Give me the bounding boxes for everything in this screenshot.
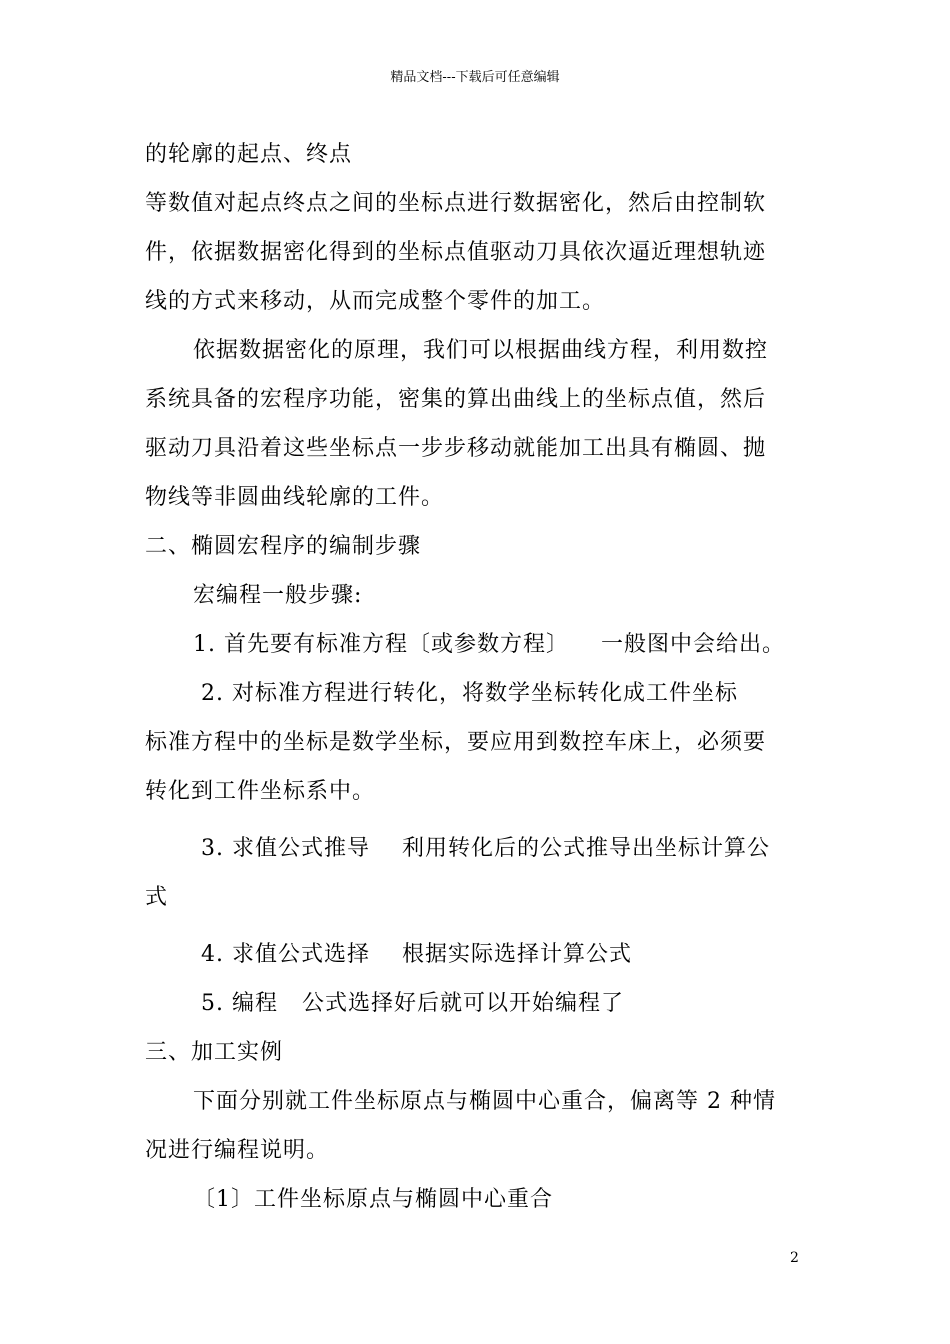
body-line: 物线等非圆曲线轮廓的工件。 <box>145 485 445 510</box>
body-line: 等数值对起点终点之间的坐标点进行数据密化，然后由控制软 <box>145 191 767 216</box>
page-header: 精品文档---下载后可任意编辑 <box>390 70 560 85</box>
body-line: 下面分别就工件坐标原点与椭圆中心重合，偏离等 2 种情 <box>193 1089 776 1114</box>
list-item: 2. 对标准方程进行转化，将数学坐标转化成工件坐标 <box>193 681 738 706</box>
body-line: 件，依据数据密化得到的坐标点值驱动刀具依次逼近理想轨迹 <box>145 240 767 265</box>
body-line: 转化到工件坐标系中。 <box>145 779 376 804</box>
list-item: 4. 求值公式选择 根据实际选择计算公式 <box>193 942 632 967</box>
body-line: 的轮廓的起点、终点 <box>145 142 353 167</box>
page-number: 2 <box>790 1250 799 1266</box>
sub-heading: 〔1〕工件坐标原点与椭圆中心重合 <box>193 1187 553 1212</box>
document-body <box>145 130 805 1224</box>
list-item: 1. 首先要有标准方程〔或参数方程〕 一般图中会给出。 <box>193 632 785 657</box>
body-line: 系统具备的宏程序功能，密集的算出曲线上的坐标点值，然后 <box>145 387 767 412</box>
list-item: 3. 求值公式推导 利用转化后的公式推导出坐标计算公 <box>193 836 770 861</box>
body-line: 式 <box>145 885 169 910</box>
list-item: 5. 编程 公式选择好后就可以开始编程了 <box>193 991 624 1016</box>
section-heading: 三、加工实例 <box>145 1040 284 1065</box>
section-heading: 二、椭圆宏程序的编制步骤 <box>145 534 422 559</box>
body-line: 驱动刀具沿着这些坐标点一步步移动就能加工出具有椭圆、抛 <box>145 436 767 461</box>
body-line: 标准方程中的坐标是数学坐标，要应用到数控车床上，必须要 <box>145 730 767 755</box>
body-line: 宏编程一般步骤: <box>193 583 363 608</box>
body-line: 依据数据密化的原理，我们可以根据曲线方程，利用数控 <box>193 338 769 363</box>
body-line: 线的方式来移动，从而完成整个零件的加工。 <box>145 289 606 314</box>
body-line: 况进行编程说明。 <box>145 1138 330 1163</box>
